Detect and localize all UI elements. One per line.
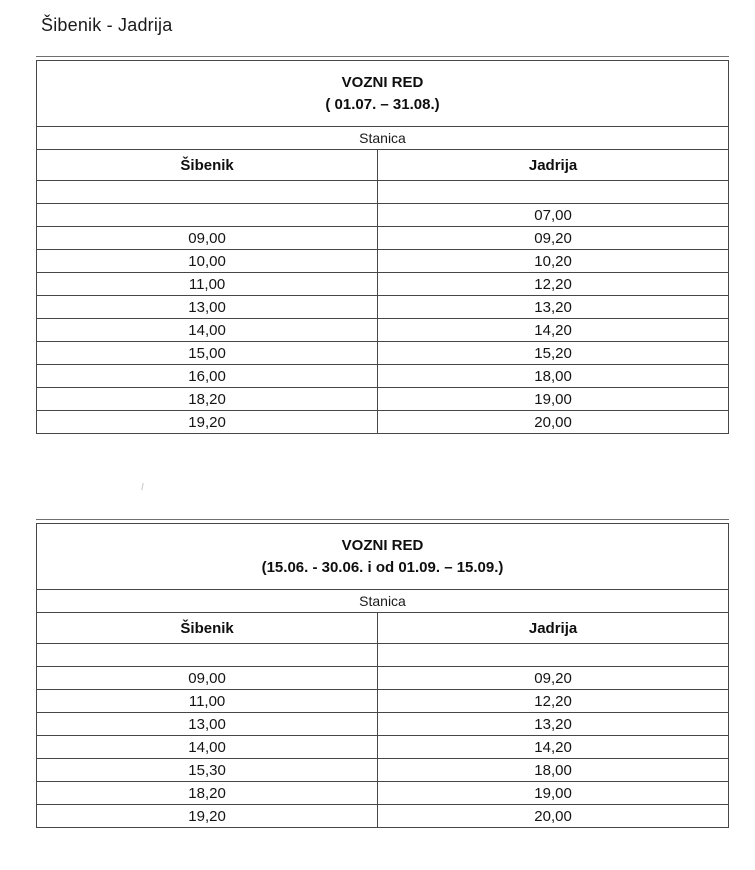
time-cell: 11,00 (37, 273, 378, 296)
time-cell (378, 644, 729, 667)
time-cell: 20,00 (378, 411, 729, 434)
table-row (37, 296, 729, 319)
time-cell: 11,00 (37, 690, 378, 713)
time-cell: 16,00 (37, 365, 378, 388)
time-cell: 18,20 (37, 782, 378, 805)
column-header-sibenik: Šibenik (37, 150, 378, 181)
table-row (37, 388, 729, 411)
table-header-row (37, 61, 729, 127)
time-cell: 19,00 (378, 782, 729, 805)
column-header-row (37, 613, 729, 644)
table-row (37, 273, 729, 296)
scan-artifact (141, 483, 143, 490)
time-cell: 09,00 (37, 227, 378, 250)
table-row (37, 227, 729, 250)
table-row (37, 411, 729, 434)
table-row (37, 736, 729, 759)
time-cell: 14,00 (37, 319, 378, 342)
column-header-jadrija: Jadrija (378, 150, 729, 181)
table-row (37, 204, 729, 227)
time-cell: 09,20 (378, 227, 729, 250)
table-row (37, 644, 729, 667)
time-cell: 19,00 (378, 388, 729, 411)
time-cell: 18,00 (378, 759, 729, 782)
time-cell: 14,00 (37, 736, 378, 759)
timetable-section-offseason (36, 519, 729, 828)
table-row (37, 319, 729, 342)
time-cell: 13,00 (37, 296, 378, 319)
time-cell: 07,00 (378, 204, 729, 227)
table-row (37, 342, 729, 365)
column-header-row (37, 150, 729, 181)
time-cell: 19,20 (37, 805, 378, 828)
time-cell (37, 204, 378, 227)
time-cell: 12,20 (378, 690, 729, 713)
table-subtitle: ( 01.07. – 31.08.) (325, 95, 440, 113)
table-row (37, 759, 729, 782)
timetable-body (37, 644, 729, 828)
timetable-body (37, 181, 729, 434)
table-title: VOZNI RED (341, 73, 424, 91)
time-cell: 10,20 (378, 250, 729, 273)
table-row (37, 365, 729, 388)
time-cell: 15,20 (378, 342, 729, 365)
time-cell: 19,20 (37, 411, 378, 434)
station-label-row (37, 590, 729, 613)
time-cell (37, 644, 378, 667)
table-row (37, 181, 729, 204)
table-row (37, 805, 729, 828)
time-cell: 09,00 (37, 667, 378, 690)
time-cell: 18,00 (378, 365, 729, 388)
timetable-table (36, 60, 729, 434)
time-cell: 15,30 (37, 759, 378, 782)
time-cell (37, 181, 378, 204)
column-header-jadrija: Jadrija (378, 613, 729, 644)
table-header-cell (37, 524, 729, 590)
time-cell: 20,00 (378, 805, 729, 828)
station-label: Stanica (37, 590, 729, 613)
time-cell: 15,00 (37, 342, 378, 365)
table-subtitle: (15.06. - 30.06. i od 01.09. – 15.09.) (261, 558, 504, 576)
table-row (37, 667, 729, 690)
time-cell: 09,20 (378, 667, 729, 690)
station-label-row (37, 127, 729, 150)
time-cell: 18,20 (37, 388, 378, 411)
station-label: Stanica (37, 127, 729, 150)
table-header-cell (37, 61, 729, 127)
table-title: VOZNI RED (341, 536, 424, 554)
timetable-table (36, 523, 729, 828)
time-cell: 12,20 (378, 273, 729, 296)
time-cell: 13,00 (37, 713, 378, 736)
time-cell (378, 181, 729, 204)
timetable-section-summer (36, 56, 729, 434)
time-cell: 14,20 (378, 319, 729, 342)
column-header-sibenik: Šibenik (37, 613, 378, 644)
table-header-row (37, 524, 729, 590)
time-cell: 13,20 (378, 296, 729, 319)
time-cell: 13,20 (378, 713, 729, 736)
table-row (37, 250, 729, 273)
time-cell: 10,00 (37, 250, 378, 273)
table-row (37, 782, 729, 805)
table-row (37, 690, 729, 713)
page-title: Šibenik - Jadrija (41, 15, 173, 35)
time-cell: 14,20 (378, 736, 729, 759)
table-row (37, 713, 729, 736)
